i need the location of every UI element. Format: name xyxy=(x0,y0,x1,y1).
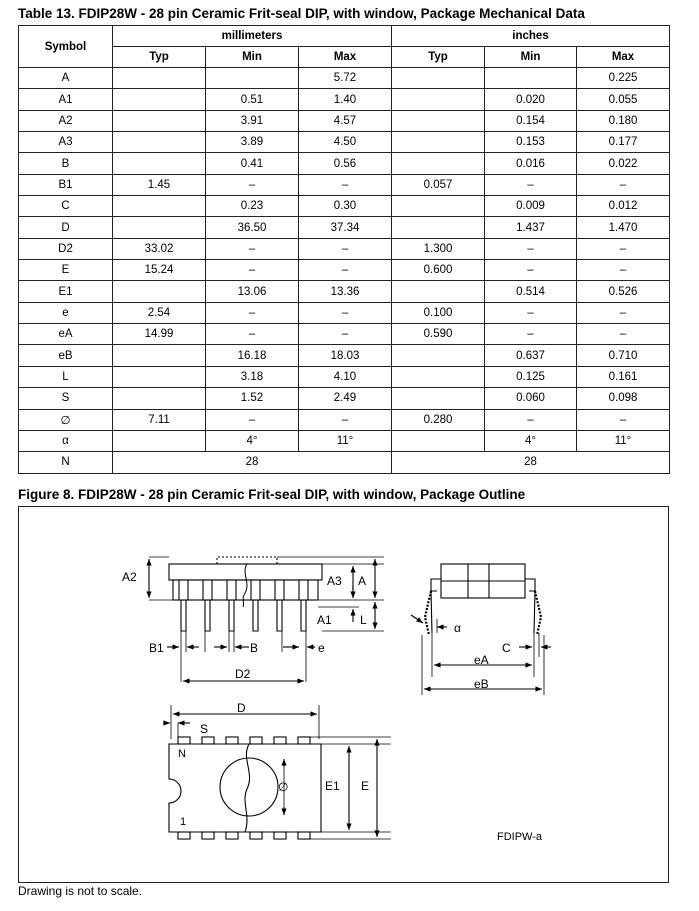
table-cell-mm-typ: 7.11 xyxy=(113,409,206,430)
table-cell-mm: 28 xyxy=(113,452,392,473)
label-alpha: α xyxy=(454,621,461,635)
table-cell-mm-typ xyxy=(113,217,206,238)
header-in-min: Min xyxy=(485,47,577,68)
table-cell-in-min: 0.016 xyxy=(485,153,577,174)
table-cell-in-min: – xyxy=(485,260,577,281)
table-cell-mm-max: 11° xyxy=(299,430,392,451)
table-cell-in-max: 0.177 xyxy=(577,132,670,153)
table-cell-mm-max: – xyxy=(299,238,392,259)
table-row xyxy=(19,302,670,323)
table-cell-in-min: – xyxy=(485,302,577,323)
table-cell-in-max: – xyxy=(577,409,670,430)
table-cell-in-max: 0.710 xyxy=(577,345,670,366)
table-row xyxy=(19,217,670,238)
table-cell-in-typ: 0.057 xyxy=(392,174,485,195)
table-cell-mm-max: 5.72 xyxy=(299,68,392,89)
table-cell-mm-min: – xyxy=(206,174,299,195)
table-cell-mm-max: 18.03 xyxy=(299,345,392,366)
table-cell-in-typ xyxy=(392,153,485,174)
table-cell-mm-min: – xyxy=(206,238,299,259)
label-N: N xyxy=(178,748,186,760)
table-cell-symbol: A1 xyxy=(19,89,113,110)
table-cell-symbol: D xyxy=(19,217,113,238)
table-cell-mm-max: 1.40 xyxy=(299,89,392,110)
table-cell-in-min xyxy=(485,68,577,89)
table-cell-in-typ xyxy=(392,366,485,387)
table-cell-in-max: 11° xyxy=(577,430,670,451)
table-cell-mm-min: 1.52 xyxy=(206,388,299,409)
table-cell-in-max: – xyxy=(577,324,670,345)
label-E1: E1 xyxy=(325,779,340,793)
table-cell-mm-max: 4.50 xyxy=(299,132,392,153)
table-cell-mm-min: 3.89 xyxy=(206,132,299,153)
table-cell-mm-max: 4.57 xyxy=(299,110,392,131)
label-e: e xyxy=(318,641,325,655)
table-cell-in-min: – xyxy=(485,174,577,195)
table-cell-mm-typ: 2.54 xyxy=(113,302,206,323)
table-cell-in-typ: 0.590 xyxy=(392,324,485,345)
package-outline-figure xyxy=(18,506,669,883)
table-cell-mm-max: – xyxy=(299,409,392,430)
table-cell-mm-typ xyxy=(113,132,206,153)
label-A2: A2 xyxy=(122,570,137,584)
table-row xyxy=(19,260,670,281)
table-cell-in-typ xyxy=(392,196,485,217)
table-row xyxy=(19,366,670,387)
table-cell-mm-max: 4.10 xyxy=(299,366,392,387)
table-body xyxy=(19,68,670,474)
figure-code: FDIPW-a xyxy=(497,831,543,843)
table-cell-symbol: C xyxy=(19,196,113,217)
label-D: D xyxy=(237,701,246,715)
table-cell-in-typ: 0.100 xyxy=(392,302,485,323)
table-row xyxy=(19,238,670,259)
table-row xyxy=(19,196,670,217)
table-cell-mm-min: 0.51 xyxy=(206,89,299,110)
label-A1: A1 xyxy=(317,613,332,627)
figure-caption: Figure 8. FDIP28W - 28 pin Ceramic Frit-seal DIP, with window, Package Outline xyxy=(18,487,526,502)
table-cell-in-min: 0.009 xyxy=(485,196,577,217)
table-cell-in-min: 0.514 xyxy=(485,281,577,302)
table-cell-mm-typ xyxy=(113,153,206,174)
table-cell-symbol: A3 xyxy=(19,132,113,153)
table-cell-in-max: 0.098 xyxy=(577,388,670,409)
table-cell-mm-max: 2.49 xyxy=(299,388,392,409)
table-row xyxy=(19,452,670,473)
label-A: A xyxy=(358,574,367,588)
table-cell-mm-min: 0.23 xyxy=(206,196,299,217)
table-row xyxy=(19,132,670,153)
table-cell-symbol: N xyxy=(19,452,113,473)
table-cell-in-typ xyxy=(392,430,485,451)
table-cell-mm-min: 4° xyxy=(206,430,299,451)
table-cell-mm-max: 0.30 xyxy=(299,196,392,217)
table-cell-mm-typ xyxy=(113,281,206,302)
table-cell-mm-max: 0.56 xyxy=(299,153,392,174)
label-eB: eB xyxy=(474,677,489,691)
table-cell-in-min: 4° xyxy=(485,430,577,451)
table-cell-mm-min: 3.18 xyxy=(206,366,299,387)
table-cell-in-min: – xyxy=(485,238,577,259)
header-inches: inches xyxy=(392,26,670,47)
table-cell-in-min: 0.153 xyxy=(485,132,577,153)
table-cell-in-typ xyxy=(392,388,485,409)
scale-note: Drawing is not to scale. xyxy=(18,884,143,898)
table-cell-in-max: 0.161 xyxy=(577,366,670,387)
table-cell-mm-typ xyxy=(113,89,206,110)
table-cell-in-max: – xyxy=(577,260,670,281)
table-cell-mm-max: – xyxy=(299,260,392,281)
table-cell-symbol: S xyxy=(19,388,113,409)
table-cell-in-max: – xyxy=(577,302,670,323)
header-in-max: Max xyxy=(577,47,670,68)
table-cell-in-max: 0.225 xyxy=(577,68,670,89)
table-cell-mm-max: 37.34 xyxy=(299,217,392,238)
table-cell-mm-max: – xyxy=(299,302,392,323)
table-row xyxy=(19,153,670,174)
table-cell-mm-typ: 15.24 xyxy=(113,260,206,281)
label-L: L xyxy=(360,613,367,627)
header-mm-min: Min xyxy=(206,47,299,68)
header-mm-typ: Typ xyxy=(113,47,206,68)
table-cell-mm-max: – xyxy=(299,324,392,345)
table-cell-in-typ: 0.600 xyxy=(392,260,485,281)
table-cell-in-max: 0.526 xyxy=(577,281,670,302)
table-cell-mm-min: – xyxy=(206,409,299,430)
table-cell-mm-typ xyxy=(113,366,206,387)
label-D2: D2 xyxy=(235,667,251,681)
header-mm-max: Max xyxy=(299,47,392,68)
table-caption: Table 13. FDIP28W - 28 pin Ceramic Frit-seal DIP, with window, Package Mechanical Data xyxy=(18,6,585,21)
table-cell-mm-min: 16.18 xyxy=(206,345,299,366)
table-cell-in-max: 0.180 xyxy=(577,110,670,131)
table-cell-in-max: 0.012 xyxy=(577,196,670,217)
table-row xyxy=(19,174,670,195)
table-cell-in-min: 1.437 xyxy=(485,217,577,238)
table-cell-symbol: eB xyxy=(19,345,113,366)
table-cell-inches: 28 xyxy=(392,452,670,473)
label-diameter: ∅ xyxy=(278,780,289,794)
table-cell-in-max: – xyxy=(577,174,670,195)
table-cell-in-typ xyxy=(392,89,485,110)
header-symbol: Symbol xyxy=(19,26,113,68)
mechanical-data-table xyxy=(18,25,670,474)
table-cell-in-typ xyxy=(392,345,485,366)
table-cell-mm-typ xyxy=(113,345,206,366)
table-row xyxy=(19,388,670,409)
table-row xyxy=(19,110,670,131)
table-cell-symbol: E1 xyxy=(19,281,113,302)
table-cell-in-min: 0.125 xyxy=(485,366,577,387)
table-cell-in-typ xyxy=(392,68,485,89)
label-E: E xyxy=(361,779,370,793)
table-cell-in-typ: 0.280 xyxy=(392,409,485,430)
table-row xyxy=(19,89,670,110)
table-cell-mm-typ xyxy=(113,388,206,409)
table-row xyxy=(19,281,670,302)
table-cell-mm-min xyxy=(206,68,299,89)
table-cell-mm-min: – xyxy=(206,324,299,345)
table-cell-in-typ xyxy=(392,132,485,153)
table-cell-symbol: A xyxy=(19,68,113,89)
table-cell-in-max: 0.022 xyxy=(577,153,670,174)
table-row xyxy=(19,324,670,345)
table-cell-symbol: E xyxy=(19,260,113,281)
table-cell-mm-typ xyxy=(113,430,206,451)
table-cell-mm-max: – xyxy=(299,174,392,195)
table-cell-in-max: – xyxy=(577,238,670,259)
table-cell-symbol: B xyxy=(19,153,113,174)
table-cell-mm-min: – xyxy=(206,302,299,323)
table-cell-mm-typ xyxy=(113,196,206,217)
table-cell-symbol: A2 xyxy=(19,110,113,131)
table-cell-in-min: 0.637 xyxy=(485,345,577,366)
table-cell-in-typ xyxy=(392,217,485,238)
table-cell-in-typ xyxy=(392,281,485,302)
table-cell-symbol: L xyxy=(19,366,113,387)
table-cell-symbol: α xyxy=(19,430,113,451)
table-cell-mm-typ: 14.99 xyxy=(113,324,206,345)
table-row xyxy=(19,345,670,366)
table-row xyxy=(19,409,670,430)
label-S: S xyxy=(200,722,209,736)
table-cell-mm-typ: 33.02 xyxy=(113,238,206,259)
table-cell-mm-typ xyxy=(113,68,206,89)
table-cell-mm-min: 3.91 xyxy=(206,110,299,131)
end-view xyxy=(411,564,551,695)
side-view xyxy=(149,557,384,682)
table-cell-mm-typ xyxy=(113,110,206,131)
table-cell-symbol: D2 xyxy=(19,238,113,259)
table-cell-in-min: – xyxy=(485,324,577,345)
label-C: C xyxy=(502,641,511,655)
table-cell-in-min: 0.020 xyxy=(485,89,577,110)
table-cell-mm-min: – xyxy=(206,260,299,281)
label-B1: B1 xyxy=(149,641,164,655)
label-eA: eA xyxy=(474,653,489,667)
table-cell-symbol: e xyxy=(19,302,113,323)
label-A3: A3 xyxy=(327,574,342,588)
table-row xyxy=(19,68,670,89)
table-cell-mm-min: 13.06 xyxy=(206,281,299,302)
table-cell-in-min: 0.060 xyxy=(485,388,577,409)
table-row xyxy=(19,430,670,451)
table-cell-in-max: 0.055 xyxy=(577,89,670,110)
table-cell-mm-min: 0.41 xyxy=(206,153,299,174)
table-cell-mm-typ: 1.45 xyxy=(113,174,206,195)
header-millimeters: millimeters xyxy=(113,26,392,47)
package-outline-drawing xyxy=(19,507,670,884)
table-cell-in-typ: 1.300 xyxy=(392,238,485,259)
table-cell-mm-min: 36.50 xyxy=(206,217,299,238)
table-cell-in-min: – xyxy=(485,409,577,430)
table-cell-in-min: 0.154 xyxy=(485,110,577,131)
header-in-typ: Typ xyxy=(392,47,485,68)
table-cell-symbol: B1 xyxy=(19,174,113,195)
table-cell-symbol: ∅ xyxy=(19,409,113,430)
table-cell-mm-max: 13.36 xyxy=(299,281,392,302)
table-cell-in-max: 1.470 xyxy=(577,217,670,238)
label-B: B xyxy=(250,641,259,655)
table-cell-symbol: eA xyxy=(19,324,113,345)
table-cell-in-typ xyxy=(392,110,485,131)
top-view xyxy=(163,705,391,839)
label-pin1: 1 xyxy=(180,816,187,828)
